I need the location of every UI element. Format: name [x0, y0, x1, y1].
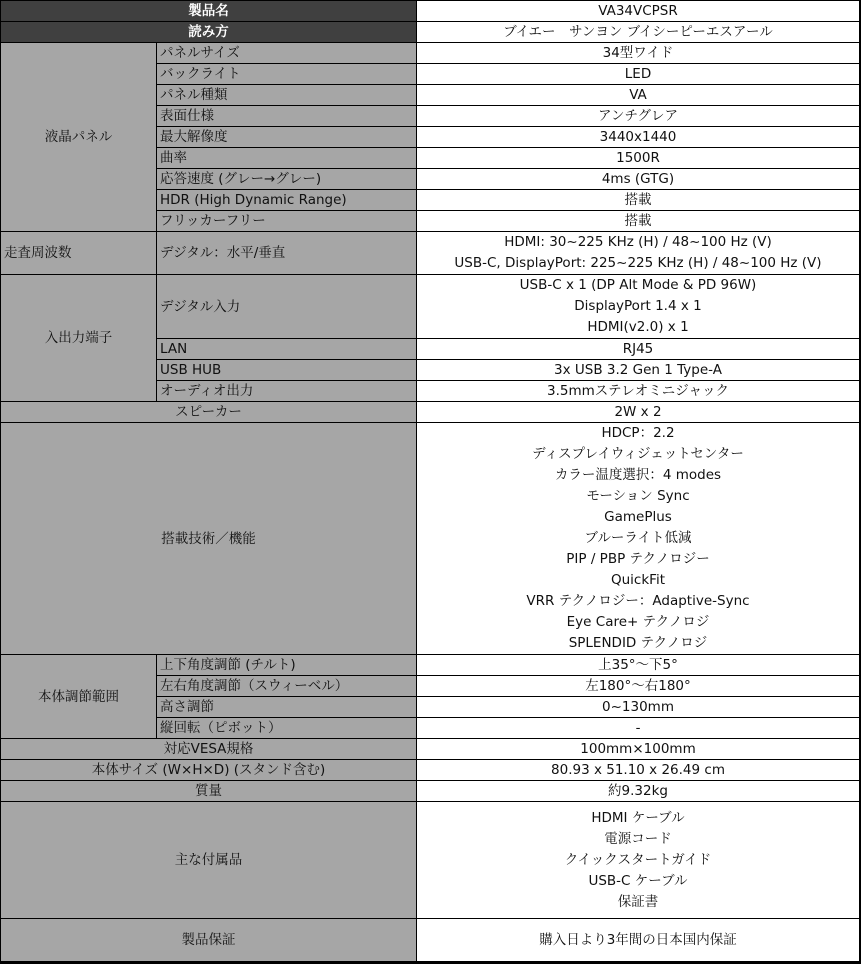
row-features	[1, 423, 861, 655]
row-vesa	[1, 739, 861, 760]
max-resolution-value: 3440x1440	[417, 127, 861, 148]
warranty-label: 製品保証	[1, 919, 417, 963]
feature-item: ブルーライト低減	[584, 530, 692, 546]
accessory-item: HDMI ケーブル	[591, 809, 685, 826]
accessory-item: 保証書	[617, 893, 659, 910]
digital-input-hdmi: HDMI(v2.0) x 1	[587, 319, 689, 335]
height-adjust-value: 0~130mm	[417, 697, 861, 718]
feature-item: PIP / PBP テクノロジー	[566, 551, 710, 567]
scan-frequency-category: 走査周波数	[1, 232, 157, 275]
features-value	[417, 423, 861, 655]
reading-label: 読み方	[1, 22, 417, 43]
lan-value: RJ45	[417, 339, 861, 360]
speaker-value: 2W x 2	[417, 402, 861, 423]
size-value: 80.93 x 51.10 x 26.49 cm	[417, 760, 861, 781]
row-accessories	[1, 802, 861, 919]
response-time-value: 4ms (GTG)	[417, 169, 861, 190]
adjustment-category: 本体調節範囲	[1, 655, 157, 739]
response-time-label: 応答速度 (グレー→グレー)	[157, 169, 417, 190]
row-product-name	[1, 1, 861, 22]
tilt-value: 上35°～下5°	[417, 655, 861, 676]
digital-input-label: デジタル入力	[157, 275, 417, 339]
weight-value: 約9.32kg	[417, 781, 861, 802]
pivot-value: -	[417, 718, 861, 739]
feature-item: ディスプレイウィジェットセンター	[532, 446, 744, 462]
row-size	[1, 760, 861, 781]
io-ports-category: 入出力端子	[1, 275, 157, 402]
product-name-value: VA34VCPSR	[417, 1, 861, 22]
row-warranty	[1, 919, 861, 963]
row-weight	[1, 781, 861, 802]
accessory-item: クイックスタートガイド	[564, 851, 712, 868]
row-panel-size	[1, 43, 861, 64]
feature-item: HDCP：2.2	[601, 425, 675, 441]
scan-frequency-label: デジタル：水平/垂直	[157, 232, 417, 275]
row-reading	[1, 22, 861, 43]
accessories-value	[417, 802, 861, 919]
features-label: 搭載技術／機能	[1, 423, 417, 655]
vesa-label: 対応VESA規格	[1, 739, 417, 760]
product-name-label: 製品名	[1, 1, 417, 22]
feature-item: QuickFit	[611, 572, 665, 588]
panel-type-label: パネル種類	[157, 85, 417, 106]
row-scan-frequency	[1, 232, 861, 275]
accessories-label: 主な付属品	[1, 802, 417, 919]
scan-frequency-value	[417, 232, 861, 275]
hdr-value: 搭載	[417, 190, 861, 211]
backlight-label: バックライト	[157, 64, 417, 85]
vesa-value: 100mm×100mm	[417, 739, 861, 760]
digital-input-displayport: DisplayPort 1.4 x 1	[574, 298, 702, 314]
reading-value: ブイエー サンヨン ブイシーピーエスアール	[417, 22, 861, 43]
feature-item: GamePlus	[604, 509, 672, 525]
digital-input-usbc: USB-C x 1 (DP Alt Mode & PD 96W)	[519, 277, 757, 293]
flicker-free-label: フリッカーフリー	[157, 211, 417, 232]
audio-output-label: オーディオ出力	[157, 381, 417, 402]
feature-item: VRR テクノロジー：Adaptive-Sync	[526, 593, 750, 609]
speaker-label: スピーカー	[1, 402, 417, 423]
row-tilt	[1, 655, 861, 676]
row-speaker	[1, 402, 861, 423]
scan-frequency-hdmi: HDMI: 30~225 KHz (H) / 48~100 Hz (V)	[504, 234, 772, 250]
surface-label: 表面仕様	[157, 106, 417, 127]
curvature-value: 1500R	[417, 148, 861, 169]
max-resolution-label: 最大解像度	[157, 127, 417, 148]
audio-output-value: 3.5mmステレオミニジャック	[417, 381, 861, 402]
swivel-value: 左180°～右180°	[417, 676, 861, 697]
row-digital-input	[1, 275, 861, 339]
lcd-panel-category: 液晶パネル	[1, 43, 157, 232]
pivot-label: 縦回転（ピボット）	[157, 718, 417, 739]
height-adjust-label: 高さ調節	[157, 697, 417, 718]
panel-type-value: VA	[417, 85, 861, 106]
surface-value: アンチグレア	[417, 106, 861, 127]
usb-hub-value: 3x USB 3.2 Gen 1 Type-A	[417, 360, 861, 381]
accessory-item: 電源コード	[604, 830, 672, 847]
curvature-label: 曲率	[157, 148, 417, 169]
accessory-item: USB-C ケーブル	[588, 872, 688, 889]
size-label: 本体サイズ (W×H×D) (スタンド含む)	[1, 760, 417, 781]
feature-item: Eye Care+ テクノロジ	[566, 614, 710, 630]
panel-size-value: 34型ワイド	[417, 43, 861, 64]
warranty-value: 購入日より3年間の日本国内保証	[417, 919, 861, 963]
hdr-label: HDR (High Dynamic Range)	[157, 190, 417, 211]
lan-label: LAN	[157, 339, 417, 360]
feature-item: SPLENDID テクノロジ	[568, 635, 708, 651]
feature-item: カラー温度選択：4 modes	[554, 467, 722, 483]
scan-frequency-usbc-dp: USB-C, DisplayPort: 225~225 KHz (H) / 48~100 Hz (V)	[454, 255, 822, 271]
weight-label: 質量	[1, 781, 417, 802]
swivel-label: 左右角度調節（スウィーベル）	[157, 676, 417, 697]
panel-size-label: パネルサイズ	[157, 43, 417, 64]
feature-item: モーション Sync	[586, 488, 690, 504]
digital-input-value	[417, 275, 861, 339]
backlight-value: LED	[417, 64, 861, 85]
flicker-free-value: 搭載	[417, 211, 861, 232]
tilt-label: 上下角度調節 (チルト)	[157, 655, 417, 676]
usb-hub-label: USB HUB	[157, 360, 417, 381]
